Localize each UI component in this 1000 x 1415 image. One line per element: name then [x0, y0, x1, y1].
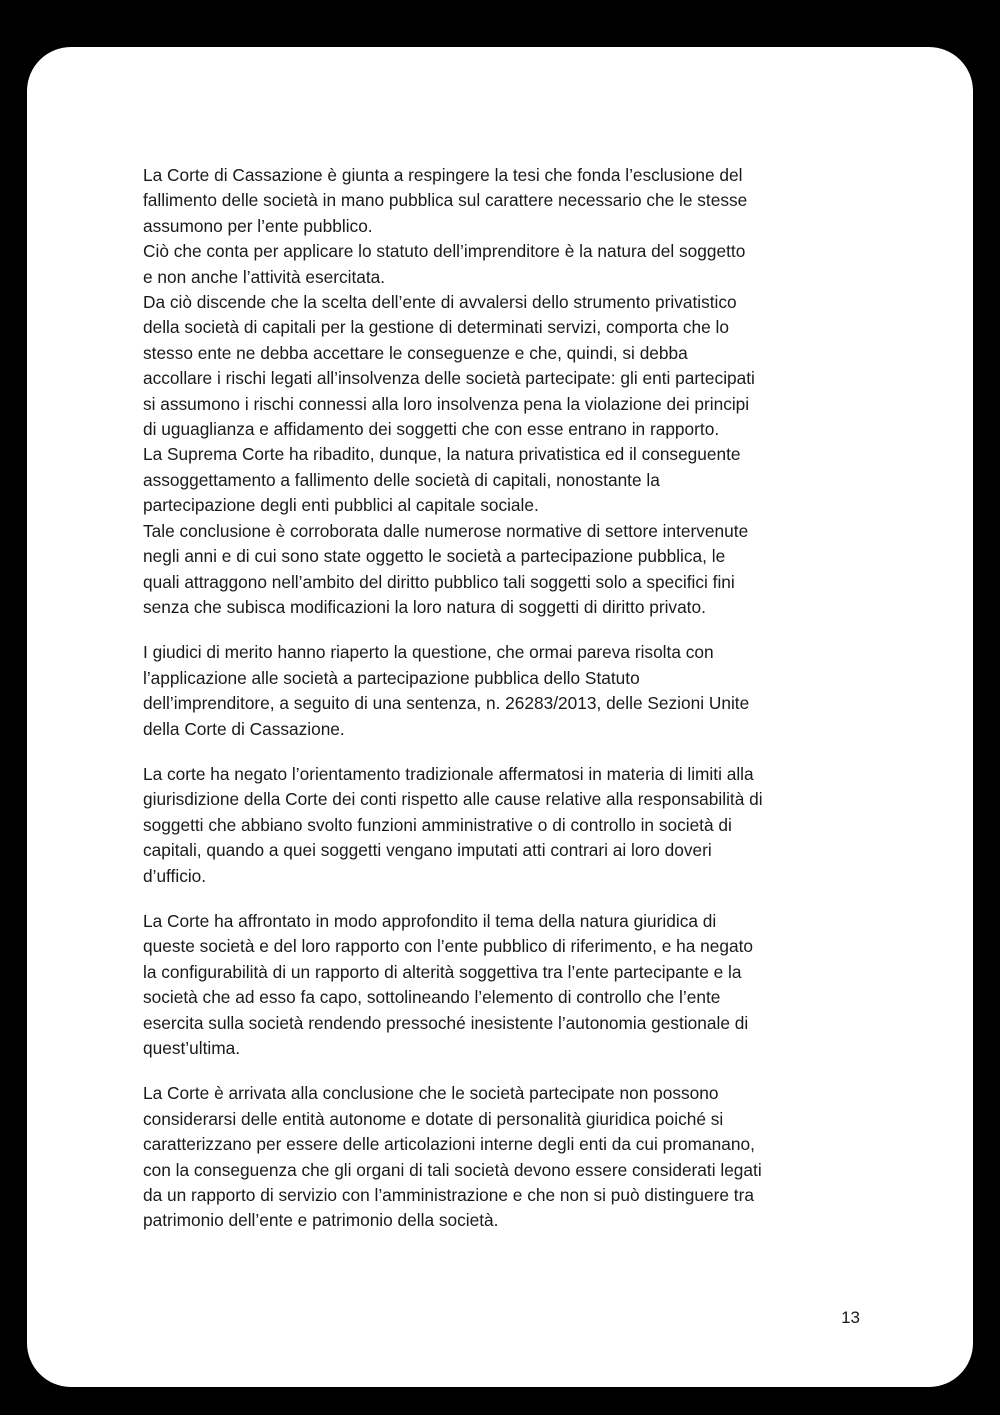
paragraph: [143, 442, 843, 518]
paragraph: [143, 909, 843, 1061]
paragraph: [143, 519, 843, 621]
paragraph-gap: [143, 742, 843, 762]
text-line: negli anni e di cui sono state oggetto le società a partecipazione pubblica, le: [143, 546, 726, 567]
text-line: quest’ultima.: [143, 1038, 241, 1058]
text-line: soggetti che abbiano svolto funzioni amministrative o di controllo in società di: [143, 814, 732, 835]
page-number: 13: [841, 1308, 860, 1327]
text-line: con la conseguenza che gli organi di tali società devono essere considerati legati: [143, 1159, 762, 1180]
text-line: assumono per l’ente pubblico.: [143, 215, 373, 236]
paragraph-gap: [143, 889, 843, 909]
text-line: quali attraggono nell’ambito del diritto pubblico tali soggetti solo a specifici fini: [143, 571, 735, 592]
text-line: d’ufficio.: [143, 865, 207, 886]
text-line: e non anche l’attività esercitata.: [143, 266, 386, 287]
paragraph: [143, 163, 843, 239]
text-line: assoggettamento a fallimento delle società di capitali, nonostante la: [143, 469, 660, 490]
text-line: patrimonio dell’ente e patrimonio della società.: [143, 1210, 499, 1231]
text-line: La Corte è arrivata alla conclusione che le società partecipate non possono: [143, 1083, 719, 1104]
text-line: I giudici di merito hanno riaperto la questione, che ormai pareva risolta con: [143, 642, 714, 663]
text-line: società che ad esso fa capo, sottolineando l’elemento di controllo che l’ente: [143, 987, 721, 1008]
body-text: [143, 163, 843, 1234]
text-line: Ciò che conta per applicare lo statuto dell’imprenditore è la natura del soggetto: [143, 241, 746, 262]
text-line: La Suprema Corte ha ribadito, dunque, la natura privatistica ed il conseguente: [143, 444, 741, 465]
text-line: capitali, quando a quei soggetti vengano imputati atti contrari ai loro doveri: [143, 840, 712, 861]
paragraph-gap: [143, 620, 843, 640]
text-line: dell’imprenditore, a seguito di una sentenza, n. 26283/2013, delle Sezioni Unite: [143, 693, 750, 714]
text-line: La Corte ha affrontato in modo approfondito il tema della natura giuridica di: [143, 910, 717, 931]
paragraph: [143, 239, 843, 290]
text-line: senza che subisca modificazioni la loro natura di soggetti di diritto privato.: [143, 596, 706, 617]
text-line: accollare i rischi legati all’insolvenza delle società partecipate: gli enti partecipati: [143, 368, 755, 389]
text-line: caratterizzano per essere delle articolazioni interne degli enti da cui promanano,: [143, 1134, 755, 1155]
text-line: l’applicazione alle società a partecipazione pubblica dello Statuto: [143, 667, 640, 688]
text-line: giurisdizione della Corte dei conti rispetto alle cause relative alla responsabilità di: [143, 789, 763, 810]
text-line: la configurabilità di un rapporto di alterità soggettiva tra l’ente partecipante e la: [143, 961, 742, 982]
text-line: Tale conclusione è corroborata dalle numerose normative di settore intervenute: [143, 520, 749, 541]
text-line: partecipazione degli enti pubblici al capitale sociale.: [143, 495, 539, 516]
text-line: fallimento delle società in mano pubblica sul carattere necessario che le stesse: [143, 190, 748, 211]
text-line: considerarsi delle entità autonome e dotate di personalità giuridica poiché si: [143, 1108, 724, 1129]
text-line: stesso ente ne debba accettare le conseguenze e che, quindi, si debba: [143, 342, 688, 363]
paragraph: [143, 762, 843, 889]
text-line: della Corte di Cassazione.: [143, 718, 345, 739]
text-line: della società di capitali per la gestione di determinati servizi, comporta che lo: [143, 317, 729, 338]
paragraph: [143, 640, 843, 742]
text-line: Da ciò discende che la scelta dell’ente di avvalersi dello strumento privatistico: [143, 292, 737, 313]
paragraph: [143, 290, 843, 442]
text-line: queste società e del loro rapporto con l’ente pubblico di riferimento, e ha negato: [143, 936, 754, 957]
text-line: La Corte di Cassazione è giunta a respingere la tesi che fonda l’esclusione del: [143, 165, 743, 185]
paragraph-gap: [143, 1061, 843, 1081]
text-line: esercita sulla società rendendo pressoché inesistente l’autonomia gestionale di: [143, 1012, 749, 1033]
text-line: La corte ha negato l’orientamento tradizionale affermatosi in materia di limiti alla: [143, 763, 754, 784]
text-line: da un rapporto di servizio con l’amministrazione e che non si può distinguere tra: [143, 1185, 754, 1206]
text-line: di uguaglianza e affidamento dei soggetti che con esse entrano in rapporto.: [143, 419, 720, 440]
text-line: si assumono i rischi connessi alla loro insolvenza pena la violazione dei principi: [143, 393, 750, 414]
paragraph: [143, 1081, 843, 1233]
